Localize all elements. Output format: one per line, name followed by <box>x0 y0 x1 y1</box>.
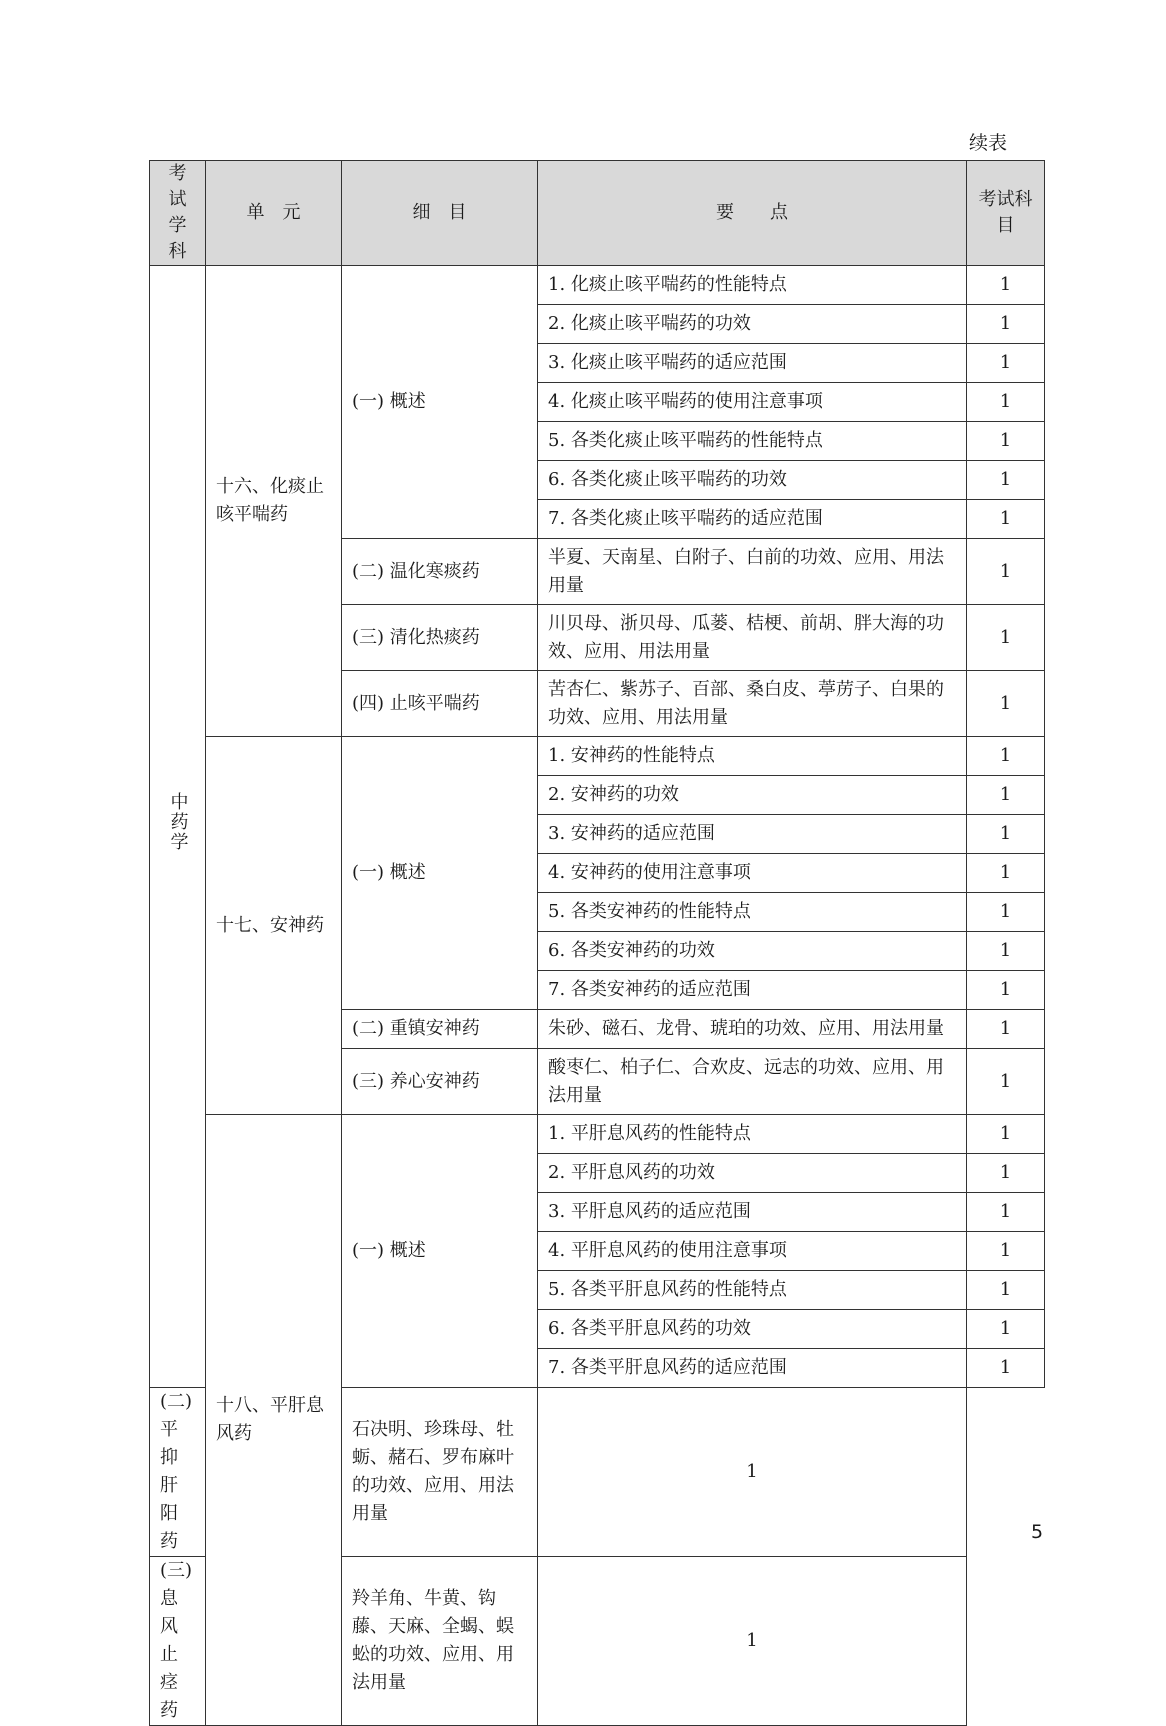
exam-value: 1 <box>967 671 1045 737</box>
point-text: 半夏、天南星、白附子、白前的功效、应用、用法用量 <box>538 539 967 605</box>
exam-value: 1 <box>967 893 1045 932</box>
detail-name: (一) 概述 <box>342 1115 538 1388</box>
point-text: 5. 各类平肝息风药的性能特点 <box>538 1271 967 1310</box>
exam-value: 1 <box>967 737 1045 776</box>
exam-value: 1 <box>967 1193 1045 1232</box>
exam-value: 1 <box>967 1271 1045 1310</box>
exam-value: 1 <box>967 932 1045 971</box>
exam-value: 1 <box>967 605 1045 671</box>
point-text: 苦杏仁、紫苏子、百部、桑白皮、葶苈子、白果的功效、应用、用法用量 <box>538 671 967 737</box>
exam-value: 1 <box>967 815 1045 854</box>
subject-cell <box>150 266 206 1388</box>
point-text: 4. 化痰止咳平喘药的使用注意事项 <box>538 383 967 422</box>
table-row <box>150 266 1045 305</box>
point-text: 5. 各类化痰止咳平喘药的性能特点 <box>538 422 967 461</box>
exam-value: 1 <box>967 422 1045 461</box>
header-row <box>150 161 1045 266</box>
exam-value: 1 <box>967 266 1045 305</box>
exam-value: 1 <box>967 1010 1045 1049</box>
point-text: 1. 平肝息风药的性能特点 <box>538 1115 967 1154</box>
detail-name: (四) 止咳平喘药 <box>342 671 538 737</box>
point-text: 5. 各类安神药的性能特点 <box>538 893 967 932</box>
point-text: 羚羊角、牛黄、钩藤、天麻、全蝎、蜈蚣的功效、应用、用法用量 <box>342 1557 538 1726</box>
exam-value: 1 <box>538 1388 967 1557</box>
point-text: 3. 化痰止咳平喘药的适应范围 <box>538 344 967 383</box>
point-text: 6. 各类安神药的功效 <box>538 932 967 971</box>
point-text: 7. 各类安神药的适应范围 <box>538 971 967 1010</box>
exam-value: 1 <box>967 539 1045 605</box>
exam-value: 1 <box>967 776 1045 815</box>
point-text: 4. 平肝息风药的使用注意事项 <box>538 1232 967 1271</box>
point-text: 酸枣仁、柏子仁、合欢皮、远志的功效、应用、用法用量 <box>538 1049 967 1115</box>
exam-value: 1 <box>967 1049 1045 1115</box>
table-row <box>150 737 1045 776</box>
page-number: 5 <box>1031 1521 1044 1543</box>
exam-value: 1 <box>967 1349 1045 1388</box>
point-text: 1. 安神药的性能特点 <box>538 737 967 776</box>
continued-label: 续表 <box>969 132 1008 154</box>
header-exam: 考试科目 <box>967 161 1045 266</box>
subject-name: 中药学 <box>167 792 189 852</box>
point-text: 2. 化痰止咳平喘药的功效 <box>538 305 967 344</box>
detail-name: (一) 概述 <box>342 266 538 539</box>
unit-name: 十六、化痰止咳平喘药 <box>206 266 342 737</box>
point-text: 6. 各类化痰止咳平喘药的功效 <box>538 461 967 500</box>
exam-value: 1 <box>967 1115 1045 1154</box>
detail-name: (三) 养心安神药 <box>342 1049 538 1115</box>
exam-value: 1 <box>967 1232 1045 1271</box>
point-text: 2. 安神药的功效 <box>538 776 967 815</box>
point-text: 4. 安神药的使用注意事项 <box>538 854 967 893</box>
exam-value: 1 <box>538 1557 967 1726</box>
exam-value: 1 <box>967 461 1045 500</box>
detail-name: (三) 清化热痰药 <box>342 605 538 671</box>
point-text: 2. 平肝息风药的功效 <box>538 1154 967 1193</box>
detail-name: (三) 息风止痉药 <box>150 1557 206 1726</box>
exam-value: 1 <box>967 383 1045 422</box>
header-subject: 考试学科 <box>150 161 206 266</box>
detail-name: (二) 温化寒痰药 <box>342 539 538 605</box>
exam-value: 1 <box>967 1310 1045 1349</box>
table-row <box>150 1115 1045 1154</box>
exam-value: 1 <box>967 500 1045 539</box>
header-unit: 单 元 <box>206 161 342 266</box>
point-text: 朱砂、磁石、龙骨、琥珀的功效、应用、用法用量 <box>538 1010 967 1049</box>
header-points: 要 点 <box>538 161 967 266</box>
point-text: 1. 化痰止咳平喘药的性能特点 <box>538 266 967 305</box>
point-text: 3. 安神药的适应范围 <box>538 815 967 854</box>
point-text: 6. 各类平肝息风药的功效 <box>538 1310 967 1349</box>
detail-name: (二) 平抑肝阳药 <box>150 1388 206 1557</box>
point-text: 7. 各类平肝息风药的适应范围 <box>538 1349 967 1388</box>
detail-name: (二) 重镇安神药 <box>342 1010 538 1049</box>
point-text: 3. 平肝息风药的适应范围 <box>538 1193 967 1232</box>
point-text: 石决明、珍珠母、牡蛎、赭石、罗布麻叶的功效、应用、用法用量 <box>342 1388 538 1557</box>
point-text: 川贝母、浙贝母、瓜蒌、桔梗、前胡、胖大海的功效、应用、用法用量 <box>538 605 967 671</box>
exam-value: 1 <box>967 1154 1045 1193</box>
exam-value: 1 <box>967 305 1045 344</box>
exam-value: 1 <box>967 854 1045 893</box>
header-detail: 细 目 <box>342 161 538 266</box>
detail-name: (一) 概述 <box>342 737 538 1010</box>
unit-name: 十八、平肝息风药 <box>206 1115 342 1726</box>
syllabus-table <box>149 160 1045 1726</box>
point-text: 7. 各类化痰止咳平喘药的适应范围 <box>538 500 967 539</box>
exam-value: 1 <box>967 344 1045 383</box>
exam-value: 1 <box>967 971 1045 1010</box>
unit-name: 十七、安神药 <box>206 737 342 1115</box>
